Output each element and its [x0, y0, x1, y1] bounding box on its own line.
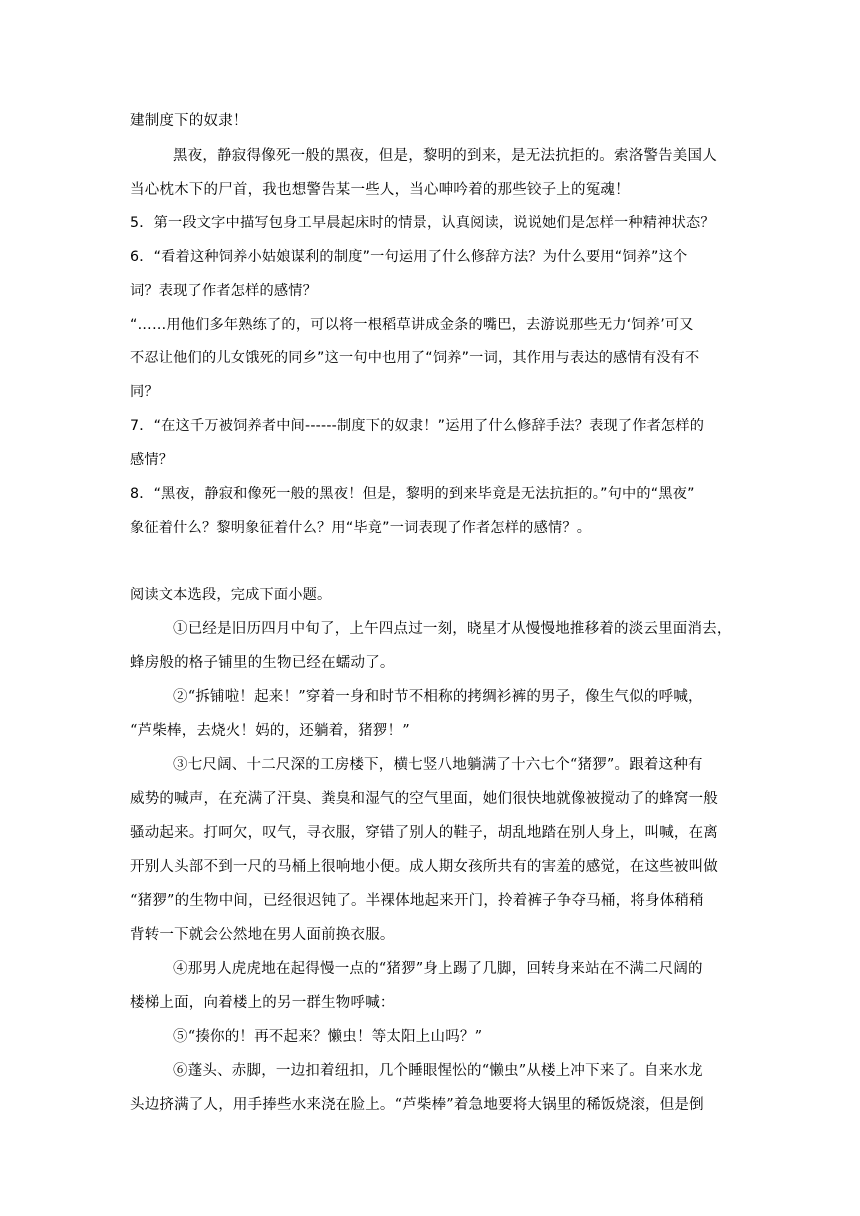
reading-instruction: 阅读文本选段，完成下面小题。 [130, 587, 332, 603]
passage-line: 黑夜，静寂得像死一般的黑夜，但是，黎明的到来，是无法抗拒的。索洛警告美国人 [173, 148, 717, 164]
question-6-quote: 不忍让他们的儿女饿死的同乡”这一句中也用了“饲养”一词，其作用与表达的感情有没有不 [130, 350, 700, 366]
question-6: 6．“看着这种饲养小姑娘谋利的制度”一句运用了什么修辞方法？为什么要用“饲养”这个 [130, 249, 688, 265]
paragraph-3-line: 威势的喊声，在充满了汗臭、粪臭和湿气的空气里面，她们很快地就像被搅动了的蜂窝一般 [130, 791, 718, 807]
paragraph-6: ⑥蓬头、赤脚，一边扣着纽扣，几个睡眼惺忪的“懒虫”从楼上冲下来了。自来水龙 [173, 1063, 703, 1079]
paragraph-2-line: “芦柴棒，去烧火！妈的，还躺着，猪猡！” [130, 723, 410, 739]
question-7: 7．“在这千万被饲养者中间------制度下的奴隶！”运用了什么修辞手法？表现了作者怎样的 [130, 418, 705, 434]
paragraph-3: ③七尺阔、十二尺深的工房楼下，横七竖八地躺满了十六七个“猪猡”。跟着这种有 [173, 757, 703, 773]
question-6-quote: 同？ [130, 384, 159, 400]
question-8: 8．“黑夜，静寂和像死一般的黑夜！但是，黎明的到来毕竟是无法抗拒的。”句中的“黑夜” [130, 486, 695, 502]
passage-line: 建制度下的奴隶！ [130, 113, 248, 129]
paragraph-2: ②“拆铺啦！起来！”穿着一身和时节不相称的拷绸衫裤的男子，像生气似的呼喊， [173, 689, 703, 705]
paragraph-5: ⑤“揍你的！再不起来？懒虫！等太阳上山吗？” [173, 1029, 483, 1045]
question-6-quote: “……用他们多年熟练了的，可以将一根稻草讲成金条的嘴巴，去游说那些无力‘饲养’可又 [130, 317, 694, 333]
passage-line: 当心枕木下的尸首，我也想警告某一些人，当心呻吟着的那些铰子上的冤魂！ [130, 182, 630, 198]
paragraph-3-line: 开别人头部不到一尺的马桶上很响地小便。成人期女孩所共有的害羞的感觉，在这些被叫做 [130, 859, 718, 875]
paragraph-1-line: 蜂房般的格子铺里的生物已经在蠕动了。 [130, 655, 395, 671]
paragraph-4-line: 楼梯上面，向着楼上的另一群生物呼喊： [130, 995, 395, 1011]
question-7-line: 感情？ [130, 452, 174, 468]
paragraph-3-line: “猪猡”的生物中间，已经很迟钝了。半裸体地起来开门，拎着裤子争夺马桶，将身体稍稍 [130, 893, 704, 909]
paragraph-3-line: 背转一下就会公然地在男人面前换衣服。 [130, 927, 395, 943]
paragraph-1: ①已经是旧历四月中旬了，上午四点过一刻，晓星才从慢慢地推移着的淡云里面消去， [173, 621, 732, 637]
paragraph-6-line: 头边挤满了人，用手捧些水来浇在脸上。“芦柴棒”着急地要将大锅里的稀饭烧滚，但是倒 [130, 1097, 704, 1113]
paragraph-3-line: 骚动起来。打呵欠，叹气，寻衣服，穿错了别人的鞋子，胡乱地踏在别人身上，叫喊，在离 [130, 825, 718, 841]
question-5: 5．第一段文字中描写包身工早晨起床时的情景，认真阅读，说说她们是怎样一种精神状态？ [130, 215, 715, 231]
question-8-line: 象征着什么？黎明象征着什么？用“毕竟”一词表现了作者怎样的感情？。 [130, 520, 592, 536]
paragraph-4: ④那男人虎虎地在起得慢一点的“猪猡”身上踢了几脚，回转身来站在不满二尺阔的 [173, 961, 703, 977]
question-6-line: 词？表现了作者怎样的感情？ [130, 283, 318, 299]
